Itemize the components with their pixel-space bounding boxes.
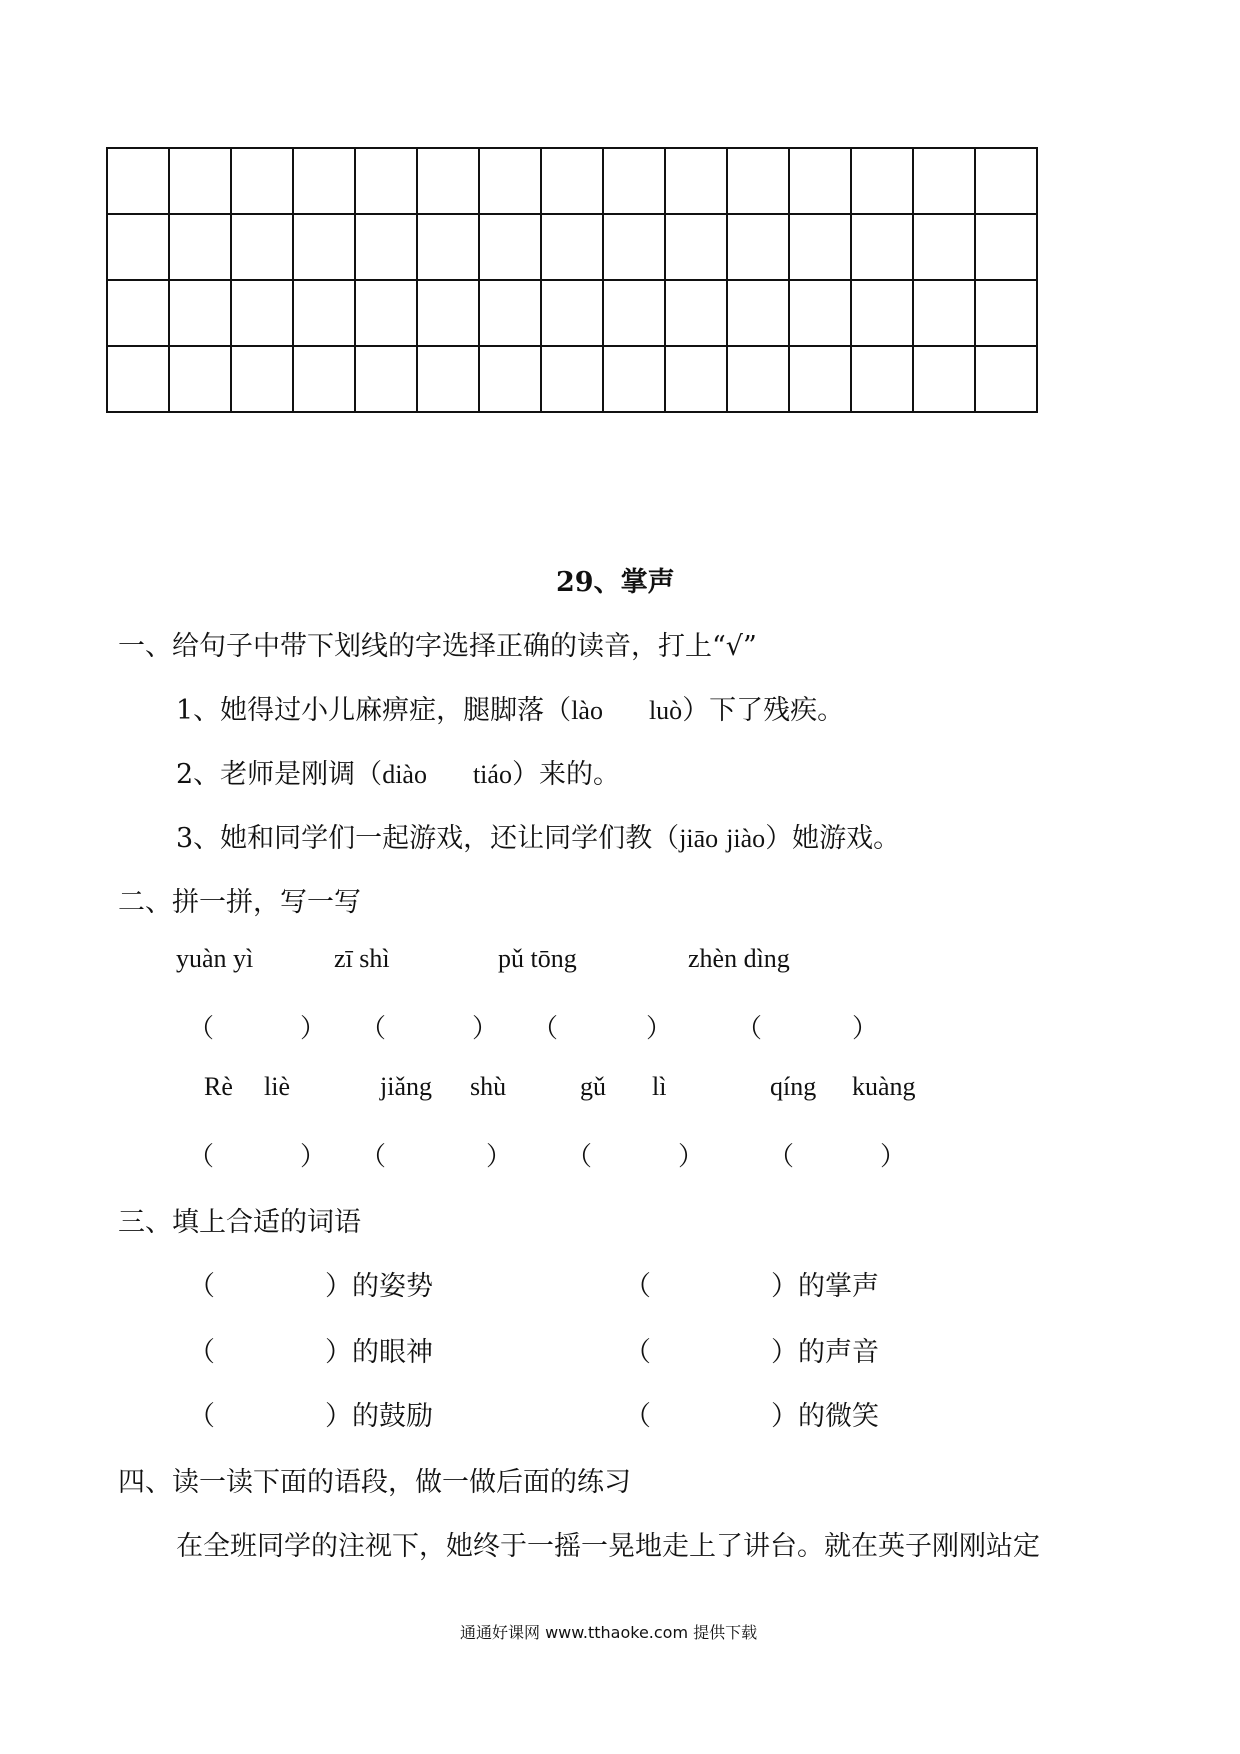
lesson-title: 29、掌声 — [556, 567, 675, 598]
pinyin-7a: gǔ — [580, 1072, 606, 1101]
s3-left-2 — [188, 1330, 433, 1369]
paren-close: ） — [472, 1014, 499, 1044]
grid-cell[interactable] — [479, 280, 541, 346]
grid-cell[interactable] — [169, 148, 231, 214]
paren-close: ） — [771, 1401, 798, 1432]
s1-item1 — [176, 688, 844, 727]
s1-item1-opt2: luò — [648, 696, 683, 725]
pinyin-8a: qíng — [770, 1072, 817, 1101]
grid-cell[interactable] — [107, 280, 169, 346]
grid-cell[interactable] — [169, 280, 231, 346]
section3-heading: 三、填上合适的词语 — [118, 1207, 361, 1238]
grid-cell[interactable] — [293, 214, 355, 280]
s1-item3-pre: 3、她和同学们一起游戏，还让同学们教（ — [176, 823, 680, 854]
section4-heading: 四、读一读下面的语段，做一做后面的练习 — [118, 1467, 631, 1498]
grid-cell[interactable] — [789, 346, 851, 412]
grid-cell[interactable] — [913, 148, 975, 214]
grid-cell[interactable] — [665, 214, 727, 280]
s1-item3-post: ）她游戏。 — [765, 823, 901, 854]
grid-cell[interactable] — [665, 280, 727, 346]
grid-row — [107, 148, 1037, 214]
pinyin-6a: jiǎng — [380, 1072, 432, 1101]
paren-open: （ — [768, 1142, 795, 1172]
grid-cell[interactable] — [975, 346, 1037, 412]
s1-item3-opt2: jiào — [726, 824, 766, 853]
grid-row — [107, 214, 1037, 280]
paren-open: （ — [566, 1142, 593, 1172]
section4-passage: 在全班同学的注视下，她终于一摇一晃地走上了讲台。就在英子刚刚站定 — [176, 1531, 1040, 1562]
pinyin-5b: liè — [264, 1072, 290, 1101]
grid-cell[interactable] — [727, 280, 789, 346]
grid-cell[interactable] — [417, 214, 479, 280]
grid-cell[interactable] — [541, 280, 603, 346]
s1-item3 — [176, 816, 900, 855]
grid-cell[interactable] — [169, 346, 231, 412]
grid-cell[interactable] — [913, 214, 975, 280]
s1-item2-pre: 2、老师是刚调（ — [176, 759, 383, 790]
paren-open: （ — [532, 1014, 559, 1044]
s1-item2 — [176, 752, 620, 791]
grid-cell[interactable] — [975, 148, 1037, 214]
grid-cell[interactable] — [417, 280, 479, 346]
paren-close: ） — [880, 1142, 907, 1172]
writing-grid — [106, 147, 1038, 413]
grid-cell[interactable] — [293, 148, 355, 214]
grid-cell[interactable] — [727, 214, 789, 280]
section2-heading: 二、拼一拼，写一写 — [118, 887, 361, 918]
paren-close: ） — [325, 1401, 352, 1432]
grid-cell[interactable] — [975, 280, 1037, 346]
grid-cell[interactable] — [293, 280, 355, 346]
s1-item2-opt1: diào — [382, 760, 427, 789]
paren-close: ） — [300, 1142, 327, 1172]
grid-cell[interactable] — [293, 346, 355, 412]
s3-left-1 — [188, 1264, 433, 1303]
s3-right-3-text: 的微笑 — [798, 1401, 879, 1432]
grid-cell[interactable] — [231, 280, 293, 346]
grid-cell[interactable] — [355, 280, 417, 346]
paren-close: ） — [325, 1337, 352, 1368]
s1-item1-post: ）下了残疾。 — [682, 695, 845, 726]
paren-open: （ — [188, 1271, 215, 1302]
pinyin-1: yuàn yì — [176, 944, 254, 973]
s3-left-1-text: 的姿势 — [352, 1271, 433, 1302]
grid-cell[interactable] — [107, 214, 169, 280]
paren-open: （ — [736, 1014, 763, 1044]
grid-cell[interactable] — [665, 346, 727, 412]
pinyin-2: zī shì — [334, 944, 390, 973]
grid-cell[interactable] — [975, 214, 1037, 280]
grid-cell[interactable] — [665, 148, 727, 214]
grid-cell[interactable] — [479, 346, 541, 412]
s1-item1-opt1: lào — [571, 696, 603, 725]
grid-cell[interactable] — [541, 214, 603, 280]
grid-cell[interactable] — [169, 214, 231, 280]
pinyin-6b: shù — [470, 1072, 507, 1101]
grid-cell[interactable] — [231, 214, 293, 280]
pinyin-3: pǔ tōng — [498, 944, 577, 973]
s3-left-3 — [188, 1394, 433, 1433]
s3-right-2-text: 的声音 — [798, 1337, 879, 1368]
grid-cell[interactable] — [913, 280, 975, 346]
paren-open: （ — [624, 1401, 651, 1432]
paren-open: （ — [360, 1014, 387, 1044]
grid-row — [107, 280, 1037, 346]
paren-close: ） — [771, 1337, 798, 1368]
paren-open: （ — [188, 1337, 215, 1368]
s3-right-3 — [624, 1394, 879, 1433]
s1-item2-post: ）来的。 — [511, 759, 620, 790]
paren-close: ） — [325, 1271, 352, 1302]
s3-left-3-text: 的鼓励 — [352, 1401, 433, 1432]
grid-cell[interactable] — [789, 148, 851, 214]
grid-cell[interactable] — [417, 346, 479, 412]
grid-cell[interactable] — [541, 346, 603, 412]
paren-open: （ — [188, 1401, 215, 1432]
paren-close: ） — [678, 1142, 705, 1172]
paren-open: （ — [188, 1142, 215, 1172]
paren-open: （ — [624, 1337, 651, 1368]
paren-close: ） — [300, 1014, 327, 1044]
grid-cell[interactable] — [851, 214, 913, 280]
s3-right-2 — [624, 1330, 879, 1369]
grid-cell[interactable] — [851, 148, 913, 214]
s3-right-1 — [624, 1264, 879, 1303]
grid-cell[interactable] — [913, 346, 975, 412]
grid-cell[interactable] — [107, 148, 169, 214]
grid-cell[interactable] — [355, 346, 417, 412]
grid-cell[interactable] — [603, 148, 665, 214]
paren-close: ） — [771, 1271, 798, 1302]
s1-item3-opt1: jiāo — [679, 824, 719, 853]
grid-row — [107, 346, 1037, 412]
s3-left-2-text: 的眼神 — [352, 1337, 433, 1368]
grid-cell[interactable] — [231, 346, 293, 412]
grid-cell[interactable] — [417, 148, 479, 214]
paren-close: ） — [852, 1014, 879, 1044]
paren-close: ） — [486, 1142, 513, 1172]
grid-cell[interactable] — [603, 280, 665, 346]
grid-cell[interactable] — [355, 214, 417, 280]
pinyin-7b: lì — [652, 1072, 667, 1101]
paren-open: （ — [360, 1142, 387, 1172]
grid-cell[interactable] — [603, 214, 665, 280]
grid-cell[interactable] — [727, 346, 789, 412]
grid-cell[interactable] — [603, 346, 665, 412]
paren-open: （ — [188, 1014, 215, 1044]
grid-cell[interactable] — [541, 148, 603, 214]
s1-item1-pre: 1、她得过小儿麻痹症，腿脚落（ — [176, 695, 572, 726]
section1-heading: 一、给句子中带下划线的字选择正确的读音，打上“√” — [118, 631, 757, 662]
grid-cell[interactable] — [107, 346, 169, 412]
grid-cell[interactable] — [789, 214, 851, 280]
grid-cell[interactable] — [231, 148, 293, 214]
grid-cell[interactable] — [851, 280, 913, 346]
paren-open: （ — [624, 1271, 651, 1302]
grid-cell[interactable] — [851, 346, 913, 412]
s3-right-1-text: 的掌声 — [798, 1271, 879, 1302]
page-footer: 通通好课网 www.tthaoke.com 提供下载 — [460, 1623, 758, 1642]
pinyin-5a: Rè — [204, 1072, 233, 1101]
pinyin-4: zhèn dìng — [688, 944, 790, 973]
pinyin-8b: kuàng — [852, 1072, 916, 1101]
grid-cell[interactable] — [727, 148, 789, 214]
paren-close: ） — [646, 1014, 673, 1044]
grid-cell[interactable] — [479, 148, 541, 214]
s1-item2-opt2: tiáo — [472, 760, 512, 789]
grid-cell[interactable] — [789, 280, 851, 346]
grid-cell[interactable] — [479, 214, 541, 280]
grid-cell[interactable] — [355, 148, 417, 214]
